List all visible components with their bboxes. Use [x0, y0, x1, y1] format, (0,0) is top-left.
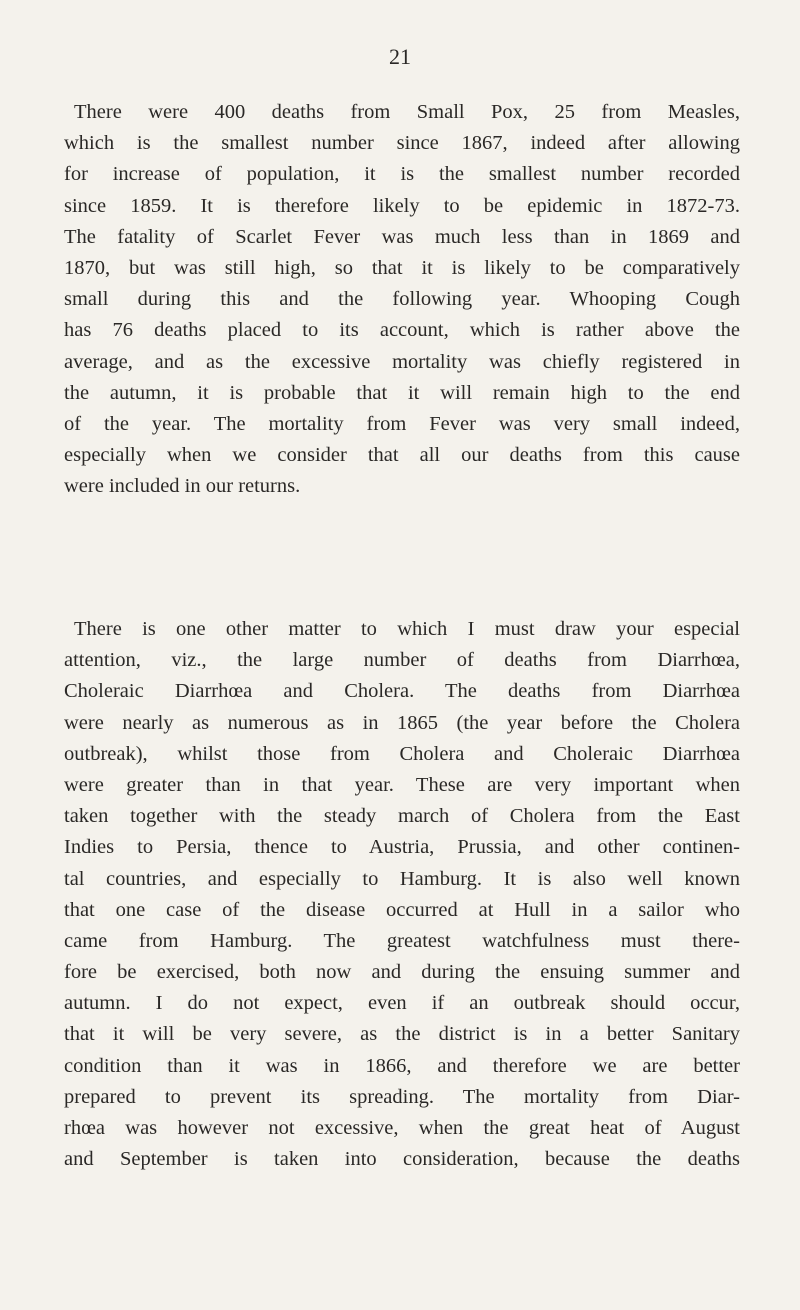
text-line: the autumn, it is probable that it will remain high to the end [64, 381, 740, 404]
text-line: were greater than in that year. These are very important when [64, 773, 740, 796]
text-line: 1870, but was still high, so that it is likely to be comparatively [64, 256, 740, 279]
text-line: that it will be very severe, as the district is in a better Sanitary [64, 1023, 740, 1046]
text-line: condition than it was in 1866, and therefore we are better [64, 1054, 740, 1077]
text-line: tal countries, and especially to Hamburg. It is also well known [64, 867, 740, 890]
paragraph-1 [64, 97, 740, 502]
text-line: prepared to prevent its spreading. The mortality from Diar- [64, 1085, 740, 1108]
text-line: There were 400 deaths from Small Pox, 25 from Measles, [74, 101, 740, 123]
page-number: 21 [389, 44, 411, 69]
text-line: Choleraic Diarrhœa and Cholera. The deaths from Diarrhœa [64, 680, 740, 703]
text-line: small during this and the following year. Whooping Cough [64, 288, 740, 311]
text-line: which is the smallest number since 1867, indeed after allowing [64, 132, 740, 155]
text-line: came from Hamburg. The greatest watchfulness must there- [64, 929, 740, 952]
text-line: The fatality of Scarlet Fever was much less than in 1869 and [64, 225, 740, 248]
text-line: fore be exercised, both now and during the ensuing summer and [64, 961, 740, 984]
text-line: has 76 deaths placed to its account, which is rather above the [64, 319, 740, 342]
text-line: and September is taken into consideration, because the deaths [64, 1148, 740, 1171]
text-line: were included in our returns. [64, 475, 301, 498]
text-line: since 1859. It is therefore likely to be epidemic in 1872-73. [64, 194, 740, 217]
text-line: of the year. The mortality from Fever was very small indeed, [64, 412, 740, 435]
text-line: outbreak), whilst those from Cholera and Choleraic Diarrhœa [64, 742, 740, 765]
text-line: that one case of the disease occurred at Hull in a sailor who [64, 898, 740, 921]
paragraph-2 [64, 614, 740, 1175]
text-line: taken together with the steady march of Cholera from the East [64, 805, 740, 828]
text-line: rhœa was however not excessive, when the great heat of August [64, 1117, 740, 1139]
text-line: There is one other matter to which I must draw your especial [74, 618, 740, 640]
text-line: especially when we consider that all our deaths from this cause [64, 444, 740, 467]
text-line: autumn. I do not expect, even if an outbreak should occur, [64, 992, 740, 1015]
text-line: Indies to Persia, thence to Austria, Prussia, and other continen- [64, 836, 740, 859]
text-line: for increase of population, it is the smallest number recorded [64, 163, 740, 186]
text-line: average, and as the excessive mortality was chiefly registered in [64, 350, 740, 373]
text-line: attention, viz., the large number of deaths from Diarrhœa, [64, 649, 740, 672]
text-line: were nearly as numerous as in 1865 (the year before the Cholera [64, 711, 740, 734]
